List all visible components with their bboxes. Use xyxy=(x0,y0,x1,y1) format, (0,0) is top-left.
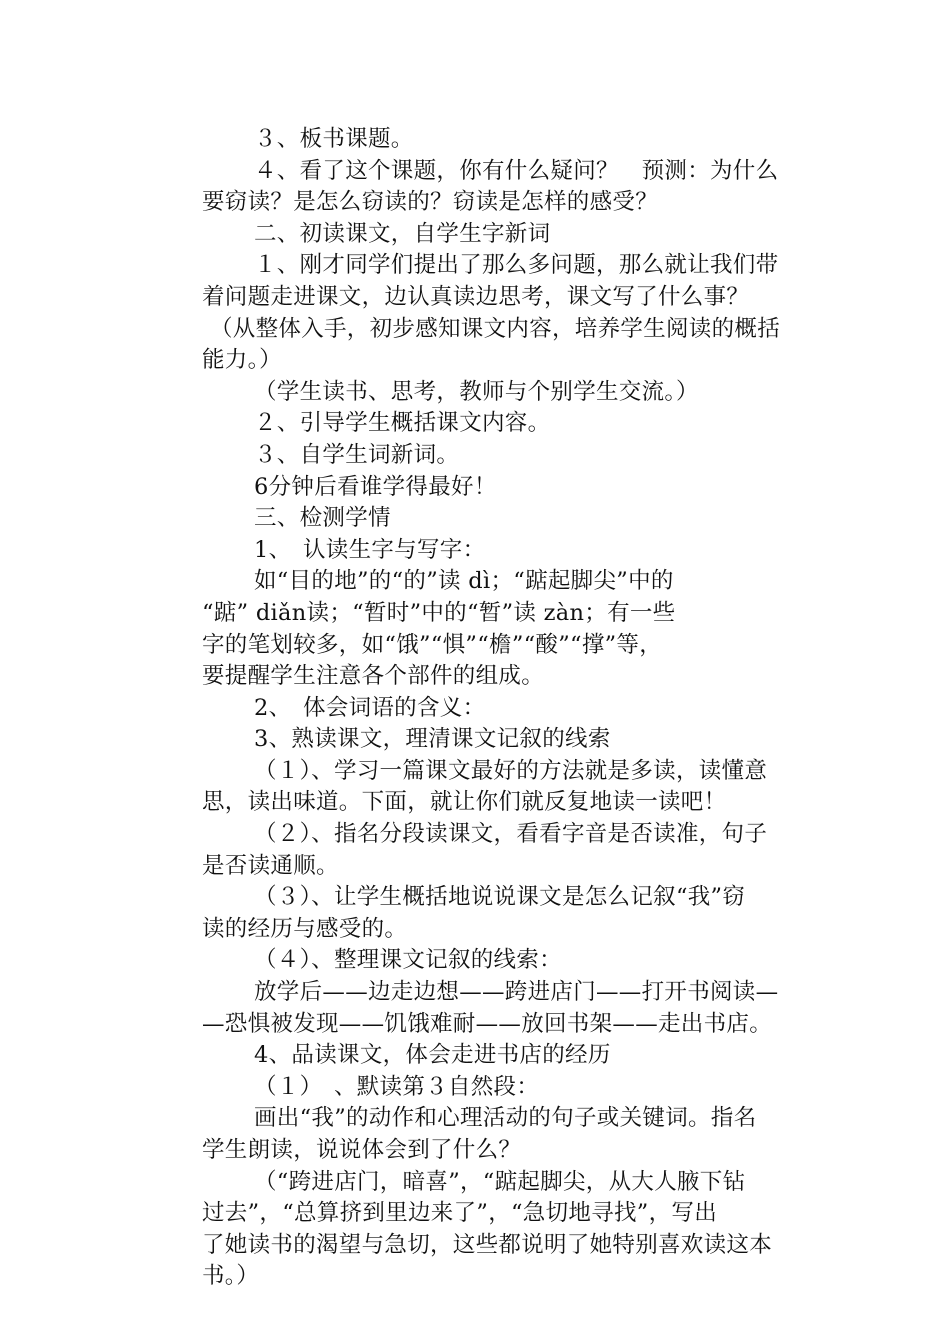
text-line: 字的笔划较多，如“饿”“惧”“檐”“酸”“撑”等， xyxy=(202,631,663,658)
text-line: 2、 体会词语的含义： xyxy=(254,694,486,721)
text-line: 着问题走进课文，边认真读边思考，课文写了什么事？ xyxy=(202,283,750,310)
text-line: 是否读通顺。 xyxy=(202,852,339,879)
text-line: 过去”，“总算挤到里边来了”，“急切地寻找”，写出 xyxy=(202,1200,718,1227)
text-line: 能力。） xyxy=(202,347,282,374)
text-line: （学生读书、思考，教师与个别学生交流。） xyxy=(254,378,699,405)
text-line: 三、检测学情 xyxy=(254,505,391,532)
text-line: 如“目的地”的“的”读 dì；“踮起脚尖”中的 xyxy=(254,568,674,595)
text-line: 画出“我”的动作和心理活动的句子或关键词。指名 xyxy=(254,1105,757,1132)
text-line: ４、看了这个课题，你有什么疑问？ 预测：为什么 xyxy=(254,157,779,184)
text-line: 4、品读课文，体会走进书店的经历 xyxy=(254,1042,611,1069)
text-line: ３、板书课题。 xyxy=(254,126,414,152)
text-line: 了她读书的渴望与急切，这些都说明了她特别喜欢读这本 xyxy=(202,1231,773,1258)
text-line: （１） 、默读第３自然段： xyxy=(254,1073,540,1100)
text-line: 二、初读课文，自学生字新词 xyxy=(254,220,551,247)
text-line: （２）、指名分段读课文，看看字音是否读准，句子 xyxy=(254,821,768,848)
text-line: 要提醒学生注意各个部件的组成。 xyxy=(202,663,545,690)
text-line: （３）、让学生概括地说说课文是怎么记叙“我”窃 xyxy=(254,884,746,911)
text-line: （从整体入手，初步感知课文内容，培养学生阅读的概括 xyxy=(210,315,781,342)
text-line: 6分钟后看谁学得最好！ xyxy=(254,473,497,500)
text-line: １、刚才同学们提出了那么多问题，那么就让我们带 xyxy=(254,252,779,279)
text-line: “踮” diǎn读；“暂时”中的“暂”读 zàn；有一些 xyxy=(202,599,676,626)
text-line: 放学后——边走边想——跨进店门——打开书阅读— xyxy=(254,979,779,1006)
document-body xyxy=(202,124,842,1293)
text-line: ２、引导学生概括课文内容。 xyxy=(254,410,551,437)
text-line: （１）、学习一篇课文最好的方法就是多读，读懂意 xyxy=(254,757,768,784)
text-line: 学生朗读，说说体会到了什么？ xyxy=(202,1137,522,1163)
text-line: （４）、整理课文记叙的线索： xyxy=(254,947,562,974)
text-line: 要窃读？是怎么窃读的？窃读是怎样的感受？ xyxy=(202,189,659,216)
text-line: 书。） xyxy=(202,1263,260,1290)
text-line: 思，读出味道。下面，就让你们就反复地读一读吧！ xyxy=(202,789,727,816)
text-line: 1、 认读生字与写字： xyxy=(254,536,486,563)
text-line: （“跨进店门，暗喜”，“踮起脚尖，从大人腋下钻 xyxy=(254,1168,746,1195)
text-line: ３、自学生词新词。 xyxy=(254,441,460,468)
text-line: —恐惧被发现——饥饿难耐——放回书架——走出书店。 xyxy=(202,1010,773,1037)
text-line: 3、熟读课文，理清课文记叙的线索 xyxy=(254,726,611,753)
text-line: 读的经历与感受的。 xyxy=(202,915,408,942)
